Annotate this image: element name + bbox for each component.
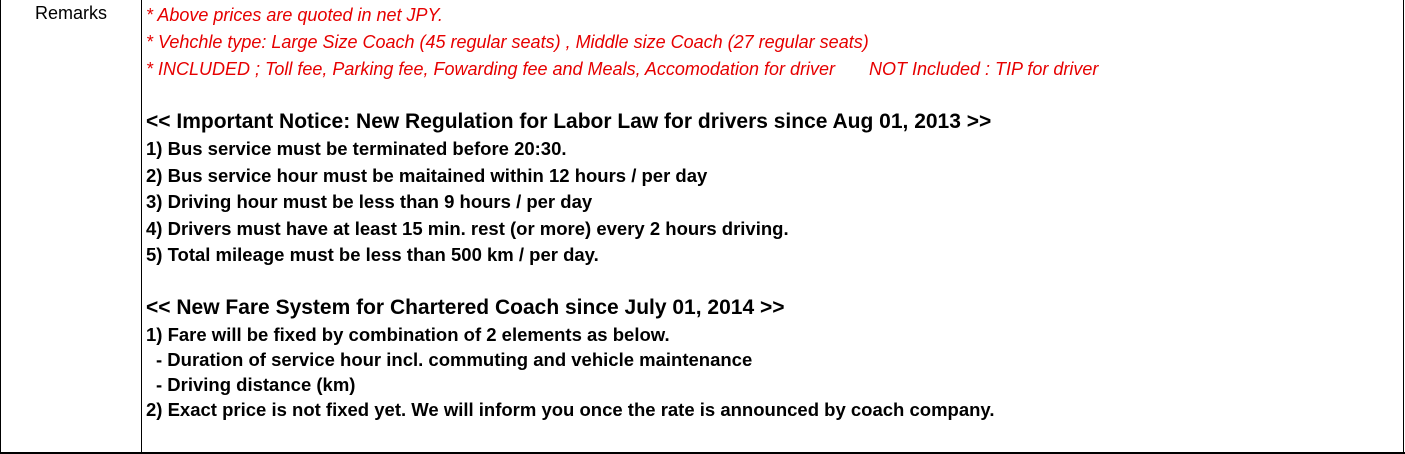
labor-rule-5: 5) Total mileage must be less than 500 km / per day. <box>146 244 599 265</box>
fare-system-heading: << New Fare System for Chartered Coach since July 01, 2014 >> <box>146 295 785 319</box>
labor-rule-1: 1) Bus service must be terminated before 20:30. <box>146 138 567 159</box>
note-vehicle-type: * Vehchle type: Large Size Coach (45 regular seats) , Middle size Coach (27 regular seats) <box>146 32 869 52</box>
note-included-text: * INCLUDED ; Toll fee, Parking fee, Fowarding fee and Meals, Accomodation for driver <box>146 59 835 79</box>
labor-law-heading: << Important Notice: New Regulation for Labor Law for drivers since Aug 01, 2013 >> <box>146 110 992 133</box>
note-not-included-text: NOT Included : TIP for driver <box>868 59 1099 79</box>
labor-rule-3: 3) Driving hour must be less than 9 hours / per day <box>146 191 593 212</box>
remarks-label: Remarks <box>34 3 107 23</box>
fare-item-distance: - Driving distance (km) <box>156 373 356 395</box>
fare-item-2: 2) Exact price is not fixed yet. We will inform you once the rate is announced by coach company. <box>146 398 995 420</box>
column-divider <box>141 0 142 454</box>
fare-item-1: 1) Fare will be fixed by combination of 2 elements as below. <box>146 323 670 345</box>
table-border-left <box>0 0 1 454</box>
labor-rule-2: 2) Bus service hour must be maitained within 12 hours / per day <box>146 164 708 186</box>
fare-item-duration: - Duration of service hour incl. commuting and vehicle maintenance <box>156 348 753 370</box>
remarks-content <box>146 2 1396 422</box>
note-currency: * Above prices are quoted in net JPY. <box>146 5 443 25</box>
table-border-right <box>1403 0 1404 454</box>
labor-rule-4: 4) Drivers must have at least 15 min. rest (or more) every 2 hours driving. <box>146 217 789 239</box>
note-included <box>146 56 1396 83</box>
